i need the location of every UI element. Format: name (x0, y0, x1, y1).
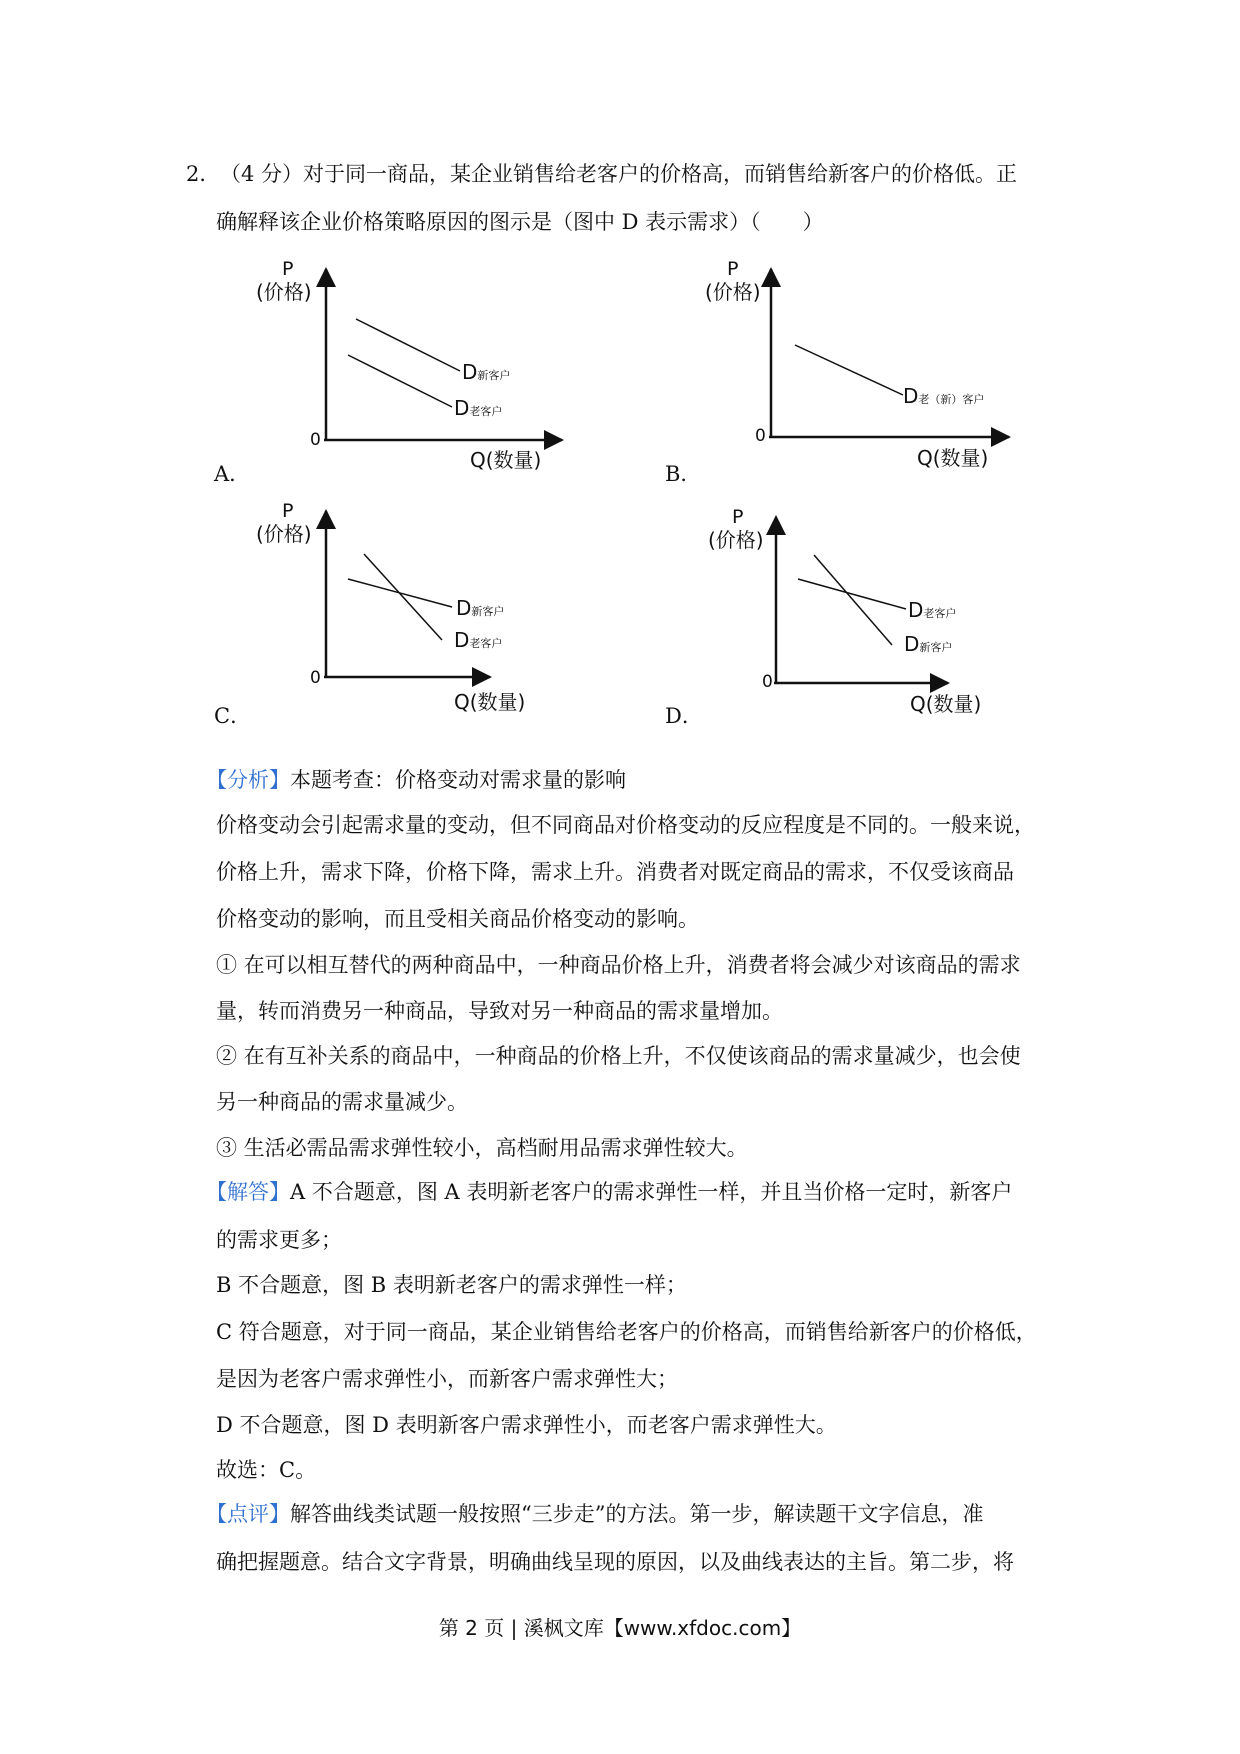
answer-line: 故选：C。 (216, 1458, 317, 1482)
curve-label-new: D新客户 (456, 596, 505, 620)
origin-label: 0 (310, 430, 321, 450)
analysis-heading (206, 768, 626, 793)
analysis-line: 另一种商品的需求量减少。 (216, 1090, 468, 1114)
demand-curve-old (348, 355, 452, 407)
x-axis-label: Q(数量) (454, 690, 526, 714)
y-axis-label-2: (价格) (708, 528, 764, 552)
analysis-line: 价格变动会引起需求量的变动，但不同商品对价格变动的反应程度是不同的。一般来说， (216, 813, 1035, 837)
curve-label-new: D新客户 (462, 360, 511, 384)
analysis-line: 价格上升，需求下降，价格下降，需求上升。消费者对既定商品的需求，不仅受该商品 (216, 860, 1014, 884)
comment-tag: 【点评】 (206, 1502, 290, 1526)
demand-curve-old (364, 554, 442, 640)
curve-label-old-new: D老（新）客户 (903, 384, 985, 408)
demand-curve-new (814, 555, 892, 645)
graph-option-a (252, 255, 572, 475)
analysis-tag: 【分析】 (206, 768, 290, 792)
graph-option-b (703, 255, 1023, 475)
y-axis-label-2: (价格) (256, 280, 312, 304)
question-stem-line-1: （4 分）对于同一商品，某企业销售给老客户的价格高，而销售给新客户的价格低。正 (220, 162, 1018, 186)
answer-line: 的需求更多； (216, 1228, 342, 1252)
demand-curve-old (798, 579, 906, 609)
answer-heading (206, 1180, 1012, 1205)
x-axis-label: Q(数量) (470, 448, 542, 472)
y-axis-label-2: (价格) (256, 522, 312, 546)
y-axis-label: P (282, 500, 294, 522)
origin-label: 0 (762, 672, 773, 692)
analysis-title: 本题考查：价格变动对需求量的影响 (290, 768, 626, 792)
y-axis-label: P (727, 258, 739, 280)
answer-line: 是因为老客户需求弹性小，而新客户需求弹性大； (216, 1367, 678, 1391)
option-c-label: C． (214, 704, 252, 728)
curve-label-old: D老客户 (454, 628, 503, 652)
question-number: 2． (186, 162, 221, 186)
comment-line: 确把握题意。结合文字背景，明确曲线呈现的原因，以及曲线表达的主旨。第二步，将 (216, 1550, 1014, 1574)
x-axis-label: Q(数量) (917, 446, 989, 470)
demand-curve-new (356, 319, 460, 371)
comment-first-line: 解答曲线类试题一般按照“三步走”的方法。第一步，解读题干文字信息，准 (290, 1502, 984, 1526)
analysis-line: 价格变动的影响，而且受相关商品价格变动的影响。 (216, 907, 699, 931)
answer-line: C 符合题意，对于同一商品，某企业销售给老客户的价格高，而销售给新客户的价格低， (216, 1320, 1037, 1344)
graph-option-d (706, 503, 1026, 723)
answer-tag: 【解答】 (206, 1180, 290, 1204)
comment-heading (206, 1502, 983, 1527)
y-axis-label: P (732, 506, 744, 528)
analysis-line: ③ 生活必需品需求弹性较小，高档耐用品需求弹性较大。 (216, 1136, 748, 1160)
demand-curve-old-new (795, 345, 903, 395)
answer-line: D 不合题意，图 D 表明新客户需求弹性小，而老客户需求弹性大。 (216, 1413, 837, 1437)
option-b-label: B． (665, 462, 702, 486)
curve-label-old: D老客户 (908, 598, 957, 622)
origin-label: 0 (310, 668, 321, 688)
x-axis-label: Q(数量) (910, 692, 982, 716)
analysis-line: ① 在可以相互替代的两种商品中，一种商品价格上升，消费者将会减少对该商品的需求 (216, 953, 1021, 977)
y-axis-label: P (282, 258, 294, 280)
curve-label-new: D新客户 (904, 632, 953, 656)
page-footer: 第 2 页 | 溪枫文库【www.xfdoc.com】 (438, 1616, 802, 1640)
answer-first-line: A 不合题意，图 A 表明新老客户的需求弹性一样，并且当价格一定时，新客户 (290, 1180, 1013, 1204)
answer-line: B 不合题意，图 B 表明新老客户的需求弹性一样； (216, 1273, 687, 1297)
analysis-line: ② 在有互补关系的商品中，一种商品的价格上升，不仅使该商品的需求量减少，也会使 (216, 1044, 1021, 1068)
curve-label-old: D老客户 (454, 396, 503, 420)
option-a-label: A． (214, 462, 251, 486)
origin-label: 0 (755, 426, 766, 446)
analysis-line: 量，转而消费另一种商品，导致对另一种商品的需求量增加。 (216, 999, 783, 1023)
question-stem-line-2: 确解释该企业价格策略原因的图示是（图中 D 表示需求）（ ） (216, 210, 824, 234)
y-axis-label-2: (价格) (705, 280, 761, 304)
graph-option-c (252, 497, 572, 717)
option-d-label: D． (665, 704, 703, 728)
